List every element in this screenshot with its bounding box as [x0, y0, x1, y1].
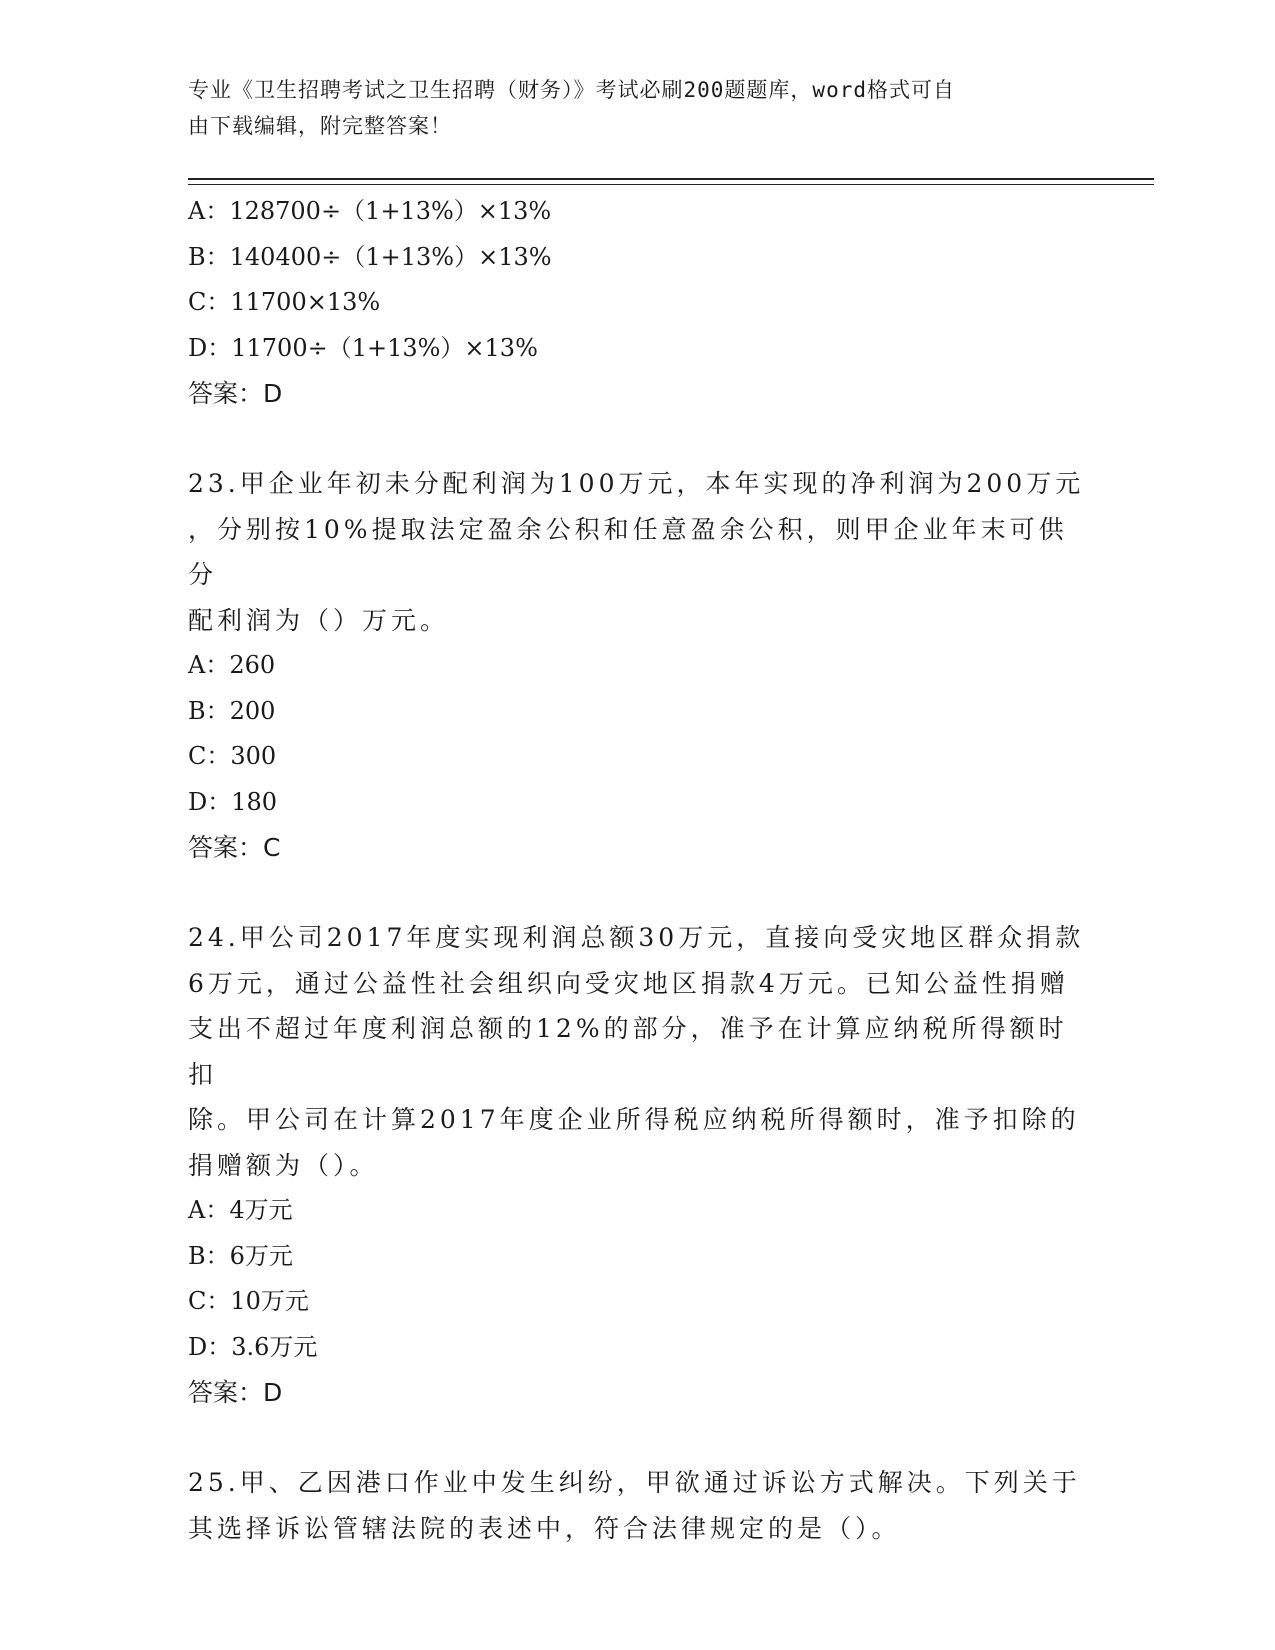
question-25-text [188, 1460, 1088, 1551]
question-23-text [188, 461, 1088, 643]
answer-23: 答案：C [188, 833, 281, 862]
option-c: C：300 [188, 742, 277, 770]
option-a: A：4万元 [188, 1196, 293, 1224]
answer-22: 答案：D [188, 379, 283, 408]
question-line: 25.甲、乙因港口作业中发生纠纷，甲欲通过诉讼方式解决。下列关于 [188, 1468, 1081, 1497]
question-line: 支出不超过年度利润总额的12%的部分，准予在计算应纳税所得额时扣 [188, 1014, 1068, 1089]
option-b: B：200 [188, 696, 276, 725]
question-line: 捐赠额为（）。 [188, 1150, 379, 1180]
option-b: B：140400÷（1+13%）×13% [188, 242, 552, 271]
option-d: D：3.6万元 [188, 1332, 318, 1361]
question-line: 23.甲企业年初未分配利润为100万元，本年实现的净利润为200万元 [188, 469, 1085, 498]
question-line: 除。甲公司在计算2017年度企业所得税应纳税所得额时，准予扣除的 [188, 1105, 1080, 1134]
question-22-options [188, 189, 1088, 371]
option-b: B：6万元 [188, 1241, 293, 1270]
question-line: ，分别按10%提取法定盈余公积和任意盈余公积，则甲企业年末可供分 [188, 514, 1068, 589]
option-c: C：10万元 [188, 1287, 309, 1315]
document-header [188, 72, 1088, 144]
option-d: D：180 [188, 787, 278, 816]
question-24-options [188, 1188, 1088, 1370]
header-line-2: 由下载编辑，附完整答案！ [188, 114, 452, 138]
question-content [188, 189, 1088, 1551]
question-line: 24.甲公司2017年度实现利润总额30万元，直接向受灾地区群众捐款 [188, 923, 1085, 952]
option-c: C：11700×13% [188, 288, 381, 316]
answer-24: 答案：D [188, 1378, 283, 1407]
question-23-options [188, 643, 1088, 825]
header-divider-thick [188, 178, 1154, 180]
header-divider-thin [188, 184, 1154, 185]
option-a: A：128700÷（1+13%）×13% [188, 197, 552, 225]
option-d: D：11700÷（1+13%）×13% [188, 333, 538, 362]
question-24-text [188, 915, 1088, 1188]
question-line: 配利润为（）万元。 [188, 605, 450, 635]
question-line: 其选择诉讼管辖法院的表述中，符合法律规定的是（）。 [188, 1513, 901, 1543]
header-line-1: 专业《卫生招聘考试之卫生招聘（财务）》考试必刷200题题库，word格式可自 [188, 78, 955, 102]
question-line: 6万元，通过公益性社会组织向受灾地区捐款4万元。已知公益性捐赠 [188, 968, 1069, 998]
option-a: A：260 [188, 651, 276, 679]
